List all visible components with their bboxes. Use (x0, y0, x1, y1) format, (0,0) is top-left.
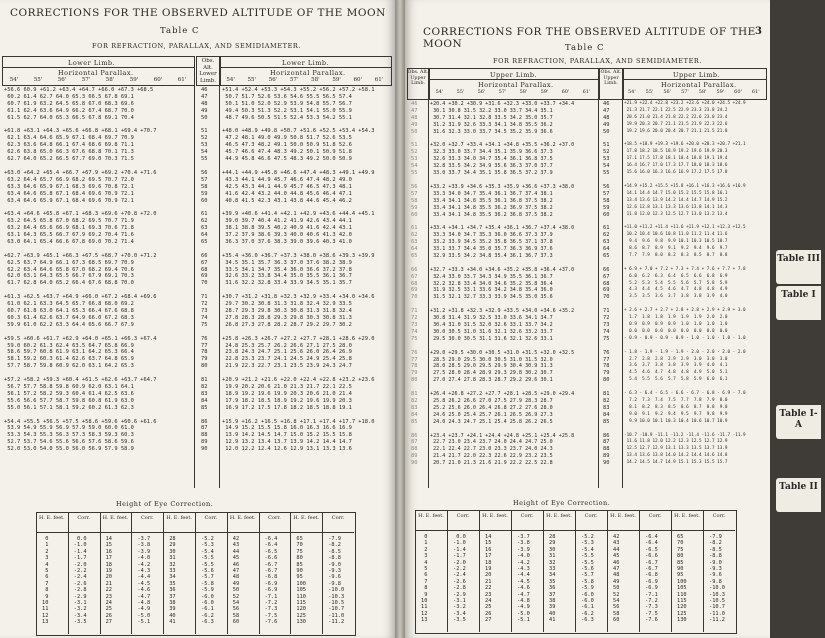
eye-column-header: H. E. feet. (610, 513, 636, 519)
column-header: 59' (129, 77, 139, 83)
rule (322, 512, 323, 634)
divider (429, 79, 598, 80)
rule (639, 510, 640, 632)
rule (195, 512, 196, 634)
eye-column-header: Corr. (584, 513, 598, 519)
tab-table-i-a[interactable]: Table I-A (776, 405, 821, 439)
rule (543, 510, 544, 632)
rule (511, 510, 512, 632)
obs-alt-column: 46 47 48 49 50 51 52 53 54 55 56 57 58 59 60 61 62 63 64 65 66 67 68 69 70 71 72 73 74 75 76 77 78 79 80 81 82 83 84 85 86 87 88 89 90 (201, 87, 208, 453)
rule (290, 512, 291, 634)
hp-label-right: Horizontal Parallax. (661, 81, 737, 89)
eye-column-header: H. E. feet. (674, 513, 700, 519)
column-header: 57' (498, 89, 507, 95)
rule (100, 512, 101, 634)
hp-label-left: Horizontal Parallax. (478, 81, 554, 89)
eye-correction-column: -6.4 -6.4 -6.5 -6.6 -6.7 -6.7 -6.8 -6.9 -6.9 -7.1 -7.2 -7.3 -7.5 -7.6 (645, 534, 658, 624)
column-header: 59' (716, 89, 725, 95)
divider (2, 67, 194, 68)
eye-height-column: 28 29 30 31 32 33 34 35 36 37 38 39 40 41 (169, 536, 176, 626)
column-header: 60' (353, 77, 363, 83)
hp-label-left: Horizontal Parallax. (58, 69, 134, 77)
eye-column-header: H. E. feet. (166, 515, 192, 521)
rule (575, 510, 576, 632)
eye-height-column: 14 15 16 17 18 19 20 21 22 23 24 25 26 27 (485, 534, 492, 624)
limb-label-right: Upper Limb. (673, 71, 721, 79)
column-header: 61' (751, 89, 760, 95)
divider (415, 530, 735, 531)
eye-column-header: Corr. (331, 515, 345, 521)
right-page (405, 0, 770, 638)
eye-height-column: 0 1 2 3 4 5 6 7 8 9 10 11 12 13 (421, 534, 428, 624)
eye-correction-title: Height of Eye Correction. (513, 499, 611, 507)
column-header: 55' (456, 89, 465, 95)
eye-column-header: H. E. feet. (229, 515, 256, 521)
eye-column-header: Corr. (520, 513, 534, 519)
column-header: 60' (561, 89, 570, 95)
eye-column-header: Corr. (204, 515, 218, 521)
eye-correction-column: 0.0 -1.0 -1.4 -1.7 -2.0 -2.2 -2.4 -2.6 -2.8 -2.9 -3.1 -3.2 -3.4 -3.5 (453, 534, 466, 624)
page-header-title: CORRECTIONS FOR THE OBSERVED ALTITUDE OF THE MOON (10, 7, 386, 19)
eye-column-header: H. E. feet. (293, 515, 320, 521)
column-header: 57' (289, 77, 299, 83)
table-title: Table C (565, 43, 605, 53)
column-header: 56' (268, 77, 278, 83)
eye-correction-column: -3.7 -3.8 -3.9 -4.0 -4.2 -4.3 -4.4 -4.5 -4.6 -4.7 -4.8 -4.9 -5.0 -5.1 (517, 534, 530, 624)
eye-column-header: Corr. (140, 515, 154, 521)
column-header: 61' (177, 77, 187, 83)
eye-column-header: H. E. feet. (39, 515, 65, 521)
page-header-title: CORRECTIONS FOR THE OBSERVED ALTITUDE OF THE MOON (423, 26, 756, 50)
column-header: 54' (627, 89, 636, 95)
rule (163, 512, 164, 634)
tab-table-i[interactable]: Table I (776, 286, 821, 320)
rule (131, 512, 132, 634)
column-header: 54' (226, 77, 235, 83)
obs-alt-label-right: Obs. Alt. Upper Limb. (600, 70, 622, 87)
eye-height-column: 42 43 44 45 46 47 48 49 50 52 54 56 58 60 (232, 536, 240, 626)
table-rows-left: +20.4 +30.2 +30.9 +31.6 +32.3 +33.0 +33.7 +34.4 30.1 30.8 31.5 32.2 33.0 33.7 34.4 35.1 30.7 31.4 32.1 32.8 33.5 34.2 35.0 35.7 31.2 31.9 32.6 33.3 34.1 34.8 35.5 36.2 31.6 32.3 33.0 33.7 34.5 35.2 35.9 36.6 +32.0 +32.7 +33.4 +34.1 +34.8 +35.5 +36.2 +37.0 32.3 33.0 33.7 34.4 35.1 35.9 36.6 37.3 32.6 33.3 34.0 34.7 35.4 36.1 36.8 37.5 32.8 33.5 34.2 34.9 35.6 36.3 37.0 37.7 33.0 33.7 34.4 35.1 35.8 36.5 37.2 37.9 +33.2 +33.9 +34.6 +35.3 +35.9 +36.6 +37.3 +38.0 33.3 34.0 34.7 35.4 36.1 36.7 37.4 38.1 33.4 34.1 34.8 35.5 36.1 36.8 37.5 38.2 33.4 34.1 34.8 35.5 36.2 36.9 37.5 38.2 33.4 34.1 34.8 35.5 36.2 36.8 37.5 38.2 +33.4 +34.1 +34.7 +35.4 +36.1 +36.7 +37.4 +38.0 33.3 34.0 34.7 35.3 36.0 36.6 37.3 37.9 33.2 33.9 34.5 35.2 35.8 36.5 37.1 37.8 33.1 33.7 34.4 35.0 35.7 36.3 36.9 37.6 32.9 33.5 34.2 34.8 35.4 36.1 36.7 37.3 +32.7 +33.3 +34.0 +34.6 +35.2 +35.8 +36.4 +37.0 32.4 33.0 33.7 34.3 34.9 35.5 36.1 36.7 32.2 32.8 33.4 34.0 34.6 35.2 35.8 36.4 31.9 32.5 33.1 33.6 34.2 34.8 35.4 36.0 31.5 32.1 32.7 33.3 33.9 34.5 35.0 35.6 +31.2 +31.8 +32.3 +32.9 +33.5 +34.0 +34.6 +35.2 30.8 31.4 31.9 32.5 33.0 33.6 34.1 34.7 30.4 31.0 31.5 32.0 32.6 33.1 33.7 34.2 30.0 30.5 31.0 31.6 32.1 32.6 33.2 33.7 29.5 30.0 30.5 31.1 31.6 32.1 32.6 33.1 +29.0 +29.5 +30.0 +30.5 +31.0 +31.5 +32.0 +32.5 28.5 29.0 29.5 30.0 30.5 31.0 31.5 32.0 28.0 28.5 29.0 29.5 29.9 30.4 30.9 31.3 27.5 28.0 28.4 28.9 29.3 29.8 30.2 30.7 27.0 27.4 27.8 28.3 28.7 29.2 29.6 30.1 +26.4 +26.8 +27.2 +27.7 +28.1 +28.5 +29.0 +29.4 25.8 26.2 26.6 27.0 27.5 27.9 28.3 28.7 25.2 25.6 26.0 26.4 26.8 27.2 27.6 28.0 24.6 25.0 25.4 25.7 26.1 26.5 26.9 27.3 24.0 24.3 24.7 25.1 25.4 25.8 26.2 26.5 +23.4 +23.7 +24.1 +24.4 +24.8 +25.1 +25.4 +25.8 22.7 23.0 23.4 23.7 24.0 24.4 24.7 25.0 22.1 22.4 22.7 23.0 23.3 23.7 24.0 24.3 21.4 21.7 22.0 22.3 22.6 22.9 23.2 23.5 20.7 21.0 21.3 21.6 21.9 22.2 22.5 22.8 (430, 101, 575, 467)
table-subtitle: FOR REFRACTION, PARALLAX, AND SEMIDIAMETER. (92, 42, 302, 50)
eye-column-header: Corr. (268, 515, 281, 521)
rule (227, 512, 228, 634)
eye-column-header: H. E. feet. (546, 513, 572, 519)
rule (259, 512, 260, 634)
rule (219, 56, 220, 488)
obs-alt-column-right: 46 47 48 49 50 51 52 53 54 55 56 57 58 59 60 61 62 63 64 65 66 67 68 69 70 71 72 73 74 75 76 77 78 79 80 81 82 83 84 85 86 87 88 89 90 (603, 101, 610, 467)
column-header: 58' (105, 77, 115, 83)
tab-table-ii[interactable]: Table II (776, 478, 821, 512)
column-header: 54' (9, 77, 19, 83)
eye-column-header: H. E. feet. (102, 515, 129, 521)
tab-table-iii[interactable]: Table III (776, 250, 821, 284)
column-header: 56' (663, 89, 672, 95)
column-header: 55' (33, 77, 43, 83)
column-header: 60' (734, 89, 742, 95)
column-header: 54' (435, 89, 444, 95)
book-gutter (395, 0, 405, 638)
rule (68, 512, 69, 634)
column-header: 59' (332, 77, 341, 83)
column-header: 58' (311, 77, 320, 83)
eye-correction-title: Height of Eye Correction. (116, 500, 214, 508)
page-number: 3 (755, 26, 762, 37)
eye-column-header: H. E. feet. (418, 513, 444, 519)
eye-column-header: Corr. (77, 515, 91, 521)
hp-label-right: Horizontal Parallax. (270, 69, 346, 77)
eye-correction-column: -7.9 -8.2 -8.5 -8.8 -9.0 -9.3 -9.6 -9.8 -10.0 -10.3 -10.5 -10.7 -11.0 -11.2 (709, 534, 725, 624)
eye-height-column: 0 1 2 3 4 5 6 7 8 9 10 11 12 13 (42, 536, 49, 626)
eye-correction-column: -5.2 -5.3 -5.4 -5.5 -5.5 -5.6 -5.7 -5.8 -5.9 -6.0 -6.0 -6.1 -6.2 -6.3 (201, 536, 214, 626)
column-header: 58' (519, 89, 528, 95)
eye-column-header: Corr. (456, 513, 470, 519)
thumb-index-tabs (770, 0, 825, 638)
column-header: 59' (540, 89, 549, 95)
obs-alt-label-left: Obs. Alt. Upper Limb. (407, 70, 429, 87)
column-header: 56' (57, 77, 67, 83)
eye-height-column: 65 70 75 80 85 90 95 100 105 110 115 120 125 130 (677, 534, 687, 624)
table-title: Table C (160, 26, 200, 36)
eye-correction-column: -5.2 -5.3 -5.4 -5.5 -5.5 -5.6 -5.7 -5.8 -5.9 -6.0 -6.0 -6.1 -6.2 -6.3 (581, 534, 594, 624)
rule (703, 510, 704, 632)
column-header: 56' (477, 89, 486, 95)
divider (623, 79, 766, 80)
rule (194, 56, 195, 488)
rule (428, 68, 429, 488)
eye-height-column: 42 43 44 45 46 47 48 49 50 52 54 56 58 60 (613, 534, 620, 624)
eye-height-column: 28 29 30 31 32 33 34 35 36 37 38 39 40 41 (549, 534, 556, 624)
eye-correction-column: -7.9 -8.2 -8.5 -8.8 -9.0 -9.3 -9.6 -9.8 -10.0 -10.3 -10.5 -10.7 -11.0 -11.2 (328, 536, 345, 626)
eye-height-column: 65 70 75 80 85 90 95 100 105 110 115 120 125 130 (296, 536, 306, 626)
eye-correction-column: -6.4 -6.4 -6.5 -6.6 -6.7 -6.7 -6.8 -6.9 -6.9 -7.1 -7.2 -7.3 -7.5 -7.6 (264, 536, 278, 626)
eye-column-header: H. E. feet. (482, 513, 508, 519)
rule (671, 510, 672, 632)
rule (607, 510, 608, 632)
table-subtitle: FOR REFRACTION, PARALLAX, AND SEMIDIAMETER. (493, 57, 703, 65)
obs-alt-column-left: 46 47 48 49 50 51 52 53 54 55 56 57 58 59 60 61 62 63 64 65 66 67 68 69 70 71 72 73 74 75 76 77 78 79 80 81 82 83 84 85 86 87 88 89 90 (411, 101, 418, 467)
limb-label-left: Lower Limb. (68, 59, 116, 67)
left-page (0, 0, 395, 638)
eye-column-header: Corr. (712, 513, 726, 519)
rule (622, 68, 623, 488)
rule (598, 68, 599, 488)
limb-label-left: Upper Limb. (490, 71, 538, 79)
eye-correction-column: 0.0 -1.0 -1.4 -1.7 -2.0 -2.2 -2.4 -2.6 -2.8 -2.9 -3.1 -3.2 -3.4 -3.5 (73, 536, 87, 626)
obs-alt-label: Obs. Alt. Lower Limb. (199, 58, 217, 84)
eye-column-header: Corr. (648, 513, 662, 519)
limb-label-right: Lower Limb. (282, 59, 330, 67)
divider (36, 532, 354, 533)
column-header: 57' (681, 89, 689, 95)
table-rows-right: +21.9 +22.4 +22.8 +23.2 +23.6 +24.0 +24.5 +24.9 21.3 21.7 22.1 22.5 22.9 23.3 23.8 24.2 20.6 21.0 21.4 21.8 22.2 22.6 23.0 23.4 19.9 20.3 20.7 21.1 21.5 21.9 22.3 22.6 19.2 19.6 20.0 20.4 20.7 21.1 21.5 21.8 +18.5 +18.9 +19.3 +19.6 +20.0 +20.3 +20.7 +21.1 17.8 18.2 18.5 18.9 19.2 19.6 19.9 20.3 17.1 17.5 17.8 18.1 18.4 18.8 19.1 19.4 16.4 16.7 17.0 17.3 17.7 18.0 18.3 18.6 15.6 16.0 16.3 16.6 16.9 17.2 17.5 17.8 +14.9 +15.2 +15.5 +15.8 +16.1 +16.3 +16.6 +16.9 14.1 14.4 14.7 15.0 15.2 15.5 15.8 16.1 13.4 13.6 13.9 14.2 14.4 14.7 14.9 15.2 12.6 12.8 13.1 13.3 13.6 13.8 14.1 14.3 11.8 12.0 12.3 12.5 12.7 13.0 13.2 13.4 +11.0 +11.2 +11.4 +11.6 +11.9 +12.1 +12.3 +12.5 10.2 10.4 10.6 10.8 11.0 11.2 11.4 11.6 9.4 9.6 9.8 9.9 10.1 10.3 10.5 10.7 8.6 8.7 8.9 9.1 9.2 9.4 9.6 9.7 7.7 7.9 8.0 8.2 8.3 8.5 8.7 8.8 + 6.9 + 7.0 + 7.2 + 7.3 + 7.4 + 7.6 + 7.7 + 7.8 6.0 6.2 6.3 6.4 6.5 6.6 6.8 6.9 5.2 5.3 5.4 5.5 5.6 5.7 5.8 5.9 4.3 4.4 4.5 4.6 4.7 4.8 4.8 4.9 3.5 3.5 3.6 3.7 3.8 3.8 3.9 4.0 + 2.6 + 2.7 + 2.7 + 2.8 + 2.8 + 2.9 + 2.9 + 3.0 1.7 1.8 1.8 1.9 1.9 1.9 2.0 2.0 0.9 0.9 0.9 0.9 1.0 1.0 1.0 1.0 0.0 0.0 0.0 0.0 0.0 0.0 0.0 0.0 - 0.9 - 0.9 - 0.9 - 0.9 - 1.0 - 1.0 - 1.0 - 1.0 - 1.8 - 1.9 - 1.9 - 1.9 - 2.0 - 2.0 - 2.0 - 2.0 2.7 2.8 2.8 2.9 2.9 3.0 3.0 3.0 3.6 3.7 3.8 3.8 3.9 3.9 4.0 4.1 4.5 4.6 4.7 4.8 4.8 4.9 5.0 5.1 5.4 5.5 5.6 5.7 5.8 5.9 6.0 6.1 - 6.3 - 6.4 - 6.5 - 6.6 - 6.7 - 6.8 - 6.9 - 7.0 7.2 7.3 7.4 7.5 7.7 7.8 7.9 8.0 8.1 8.2 8.3 8.5 8.6 8.7 8.8 9.0 9.0 9.1 9.2 9.4 9.5 9.7 9.8 9.9 9.9 10.0 10.1 10.3 10.4 10.6 10.7 10.9 -10.7 -10.9 -11.1 -11.2 -11.4 -11.6 -11.7 -11.9 11.6 11.8 12.0 12.2 12.3 12.5 12.7 12.9 12.5 12.7 12.9 13.1 13.3 13.5 13.7 13.9 13.4 13.6 13.8 14.0 14.2 14.4 14.6 14.8 14.2 14.5 14.7 14.9 15.1 15.3 15.5 15.7 (624, 101, 746, 466)
table-rows-left: +56.6 60.9 +61.2 +63.4 +64.7 +66.0 +67.3 +68.5 60.2 61.4 62.7 64.0 65.3 66.5 67.8 69.1 60.7 61.9 63.2 64.5 65.8 67.0 68.3 69.6 61.1 62.4 63.6 64.9 66.2 67.4 68.7 70.0 61.5 62.7 64.0 65.3 66.5 67.8 69.1 70.4 +61.8 +63.1 +64.3 +65.6 +66.8 +68.1 +69.4 +70.7 62.1 63.4 64.6 65.9 67.1 68.4 69.7 70.9 62.3 63.6 64.8 66.1 67.4 68.6 69.8 71.1 62.6 63.8 65.0 66.3 67.6 68.8 70.1 71.3 62.7 64.0 65.2 66.5 67.7 69.0 70.3 71.5 +63.0 +64.2 +65.4 +66.7 +67.9 +69.2 +70.4 +71.6 63.2 64.4 65.7 66.9 68.2 69.5 70.7 72.0 63.3 64.6 65.9 67.1 68.3 69.6 70.8 72.1 63.4 64.6 65.8 67.1 68.4 69.6 70.9 72.1 63.4 64.6 65.9 67.1 68.4 69.6 70.9 72.1 +63.4 +64.6 +65.8 +67.1 +68.3 +69.6 +70.8 +72.0 63.2 64.5 65.8 67.0 68.2 69.5 70.7 71.9 63.2 64.4 65.6 66.9 68.1 69.3 70.6 71.8 63.1 64.3 65.5 66.7 67.9 69.2 70.4 71.6 63.0 64.1 65.4 66.6 67.8 69.0 70.2 71.4 +62.7 +63.9 +65.1 +66.3 +67.5 +68.7 +70.0 +71.2 62.5 63.7 64.9 66.1 67.3 68.5 69.7 70.9 62.2 63.4 64.6 65.8 67.0 68.2 69.4 70.6 62.0 63.1 64.3 65.5 66.7 67.9 69.1 70.3 61.7 62.8 64.0 65.2 66.4 67.6 68.8 70.0 +61.3 +62.5 +63.7 +64.9 +66.0 +67.2 +68.4 +69.6 61.0 62.1 63.3 64.5 65.7 66.8 68.0 69.2 60.7 61.8 63.0 64.1 65.3 66.4 67.6 68.8 60.3 61.4 62.6 63.7 64.9 66.0 67.2 68.3 59.9 61.0 62.2 63.3 64.4 65.6 66.7 67.9 +59.5 +60.6 +61.7 +62.9 +64.0 +65.1 +66.3 +67.4 59.0 60.2 61.3 62.4 63.5 64.7 65.8 66.9 58.6 59.7 60.8 61.9 63.1 64.2 65.3 66.4 58.1 59.2 60.3 61.4 62.6 63.7 64.8 65.9 57.7 58.7 59.8 60.9 62.0 63.1 64.2 65.3 +57.2 +58.2 +59.3 +60.4 +61.5 +62.6 +63.7 +64.7 56.7 57.7 58.8 59.8 60.9 62.0 63.1 64.1 56.1 57.2 58.2 59.3 60.4 61.4 62.5 63.6 55.6 56.6 57.7 58.7 59.8 60.8 61.9 63.0 55.0 56.1 57.1 58.1 59.2 60.2 61.3 62.3 +54.4 +55.5 +56.5 +57.5 +58.6 +59.6 +60.6 +61.6 53.9 54.9 55.9 56.9 57.9 59.0 60.0 61.0 53.3 54.3 55.3 56.3 57.3 58.3 59.3 60.3 52.7 53.7 54.6 55.6 56.6 57.6 58.6 59.6 52.0 53.0 54.0 55.0 56.0 56.9 57.9 58.9 (4, 87, 157, 453)
divider (220, 67, 391, 68)
column-header: 57' (81, 77, 91, 83)
column-header: 60' (153, 77, 163, 83)
eye-height-column: 14 15 16 17 18 19 20 21 22 23 24 25 26 27 (105, 536, 112, 626)
table-rows-right: +51.4 +52.4 +53.3 +54.3 +55.2 +56.2 +57.2 +58.1 50.7 51.7 52.6 53.6 54.6 55.5 56.5 57.4 50.1 51.0 52.0 52.9 53.9 54.8 55.7 56.7 49.4 50.3 51.3 52.2 53.1 54.1 55.0 55.9 48.7 49.6 50.5 51.5 52.4 53.3 54.2 55.1 +48.0 +48.9 +49.8 +50.7 +51.6 +52.5 +53.4 +54.3 47.2 48.1 49.0 49.9 50.8 51.7 52.6 53.5 46.5 47.3 48.2 49.1 50.0 50.9 51.8 52.6 45.7 46.6 47.4 48.3 49.2 50.1 50.9 51.8 44.9 45.8 46.6 47.5 48.3 49.2 50.0 50.9 +44.1 +44.9 +45.8 +46.6 +47.4 +48.3 +49.1 +49.9 43.3 44.1 44.9 45.7 46.6 47.4 48.2 49.0 42.5 43.3 44.1 44.9 45.7 46.5 47.3 48.1 41.6 42.4 43.2 44.0 44.8 45.6 46.4 47.1 40.8 41.5 42.3 43.1 43.8 44.6 45.4 46.2 +39.9 +40.6 +41.4 +42.1 +42.9 +43.6 +44.4 +45.1 39.0 39.7 40.4 41.2 41.9 42.6 43.4 44.1 38.1 38.8 39.5 40.2 40.9 41.6 42.4 43.1 37.2 37.9 38.6 39.3 40.0 40.6 41.3 42.0 36.3 37.0 37.6 38.3 39.0 39.6 40.3 41.0 +35.4 +36.0 +36.7 +37.3 +38.0 +38.6 +39.3 +39.9 34.5 35.1 35.7 36.3 37.0 37.6 38.2 38.9 33.5 34.1 34.7 35.4 36.0 36.6 37.2 37.8 32.6 33.2 33.8 34.4 35.0 35.5 36.1 36.7 31.6 32.2 32.8 33.4 33.9 34.5 35.1 35.7 +30.7 +31.2 +31.8 +32.3 +32.9 +33.4 +34.0 +34.6 29.7 30.2 30.8 31.3 31.8 32.4 32.9 33.5 28.7 29.3 29.8 30.3 30.8 31.3 31.8 32.4 27.8 28.3 28.8 29.3 29.8 30.3 30.8 31.3 26.8 27.3 27.8 28.2 28.7 29.2 29.7 30.2 +25.8 +26.3 +26.7 +27.2 +27.7 +28.1 +28.6 +29.0 24.8 25.3 25.7 26.2 26.6 27.1 27.5 28.0 23.8 24.3 24.7 25.1 25.6 26.0 26.4 26.9 22.8 23.3 23.7 24.1 24.5 24.9 25.4 25.8 21.9 22.3 22.7 23.1 23.5 23.9 24.3 24.7 +20.9 +21.2 +21.6 +22.0 +22.4 +22.8 +23.2 +23.6 19.9 20.2 20.6 21.0 21.3 21.7 22.1 22.5 18.9 19.2 19.6 19.9 20.3 20.6 21.0 21.4 17.9 18.2 18.5 18.9 19.2 19.6 19.9 20.3 16.9 17.2 17.5 17.8 18.2 18.5 18.8 19.1 +15.9 +16.2 +16.5 +16.8 +17.1 +17.4 +17.7 +18.0 14.9 15.2 15.5 15.8 16.0 16.3 16.6 16.9 13.9 14.2 14.5 14.7 15.0 15.2 15.5 15.8 12.9 13.2 13.4 13.7 13.9 14.2 14.4 14.7 12.0 12.2 12.4 12.6 12.9 13.1 13.3 13.6 (222, 87, 375, 453)
eye-correction-column: -3.7 -3.8 -3.9 -4.0 -4.2 -4.3 -4.4 -4.5 -4.6 -4.7 -4.8 -4.9 -5.0 -5.1 (137, 536, 151, 626)
column-header: 55' (645, 89, 654, 95)
rule (479, 510, 480, 632)
column-header: 55' (247, 77, 257, 83)
column-header: 58' (698, 89, 707, 95)
column-header: 61' (374, 77, 384, 83)
rule (447, 510, 448, 632)
column-header: 61' (582, 89, 591, 95)
